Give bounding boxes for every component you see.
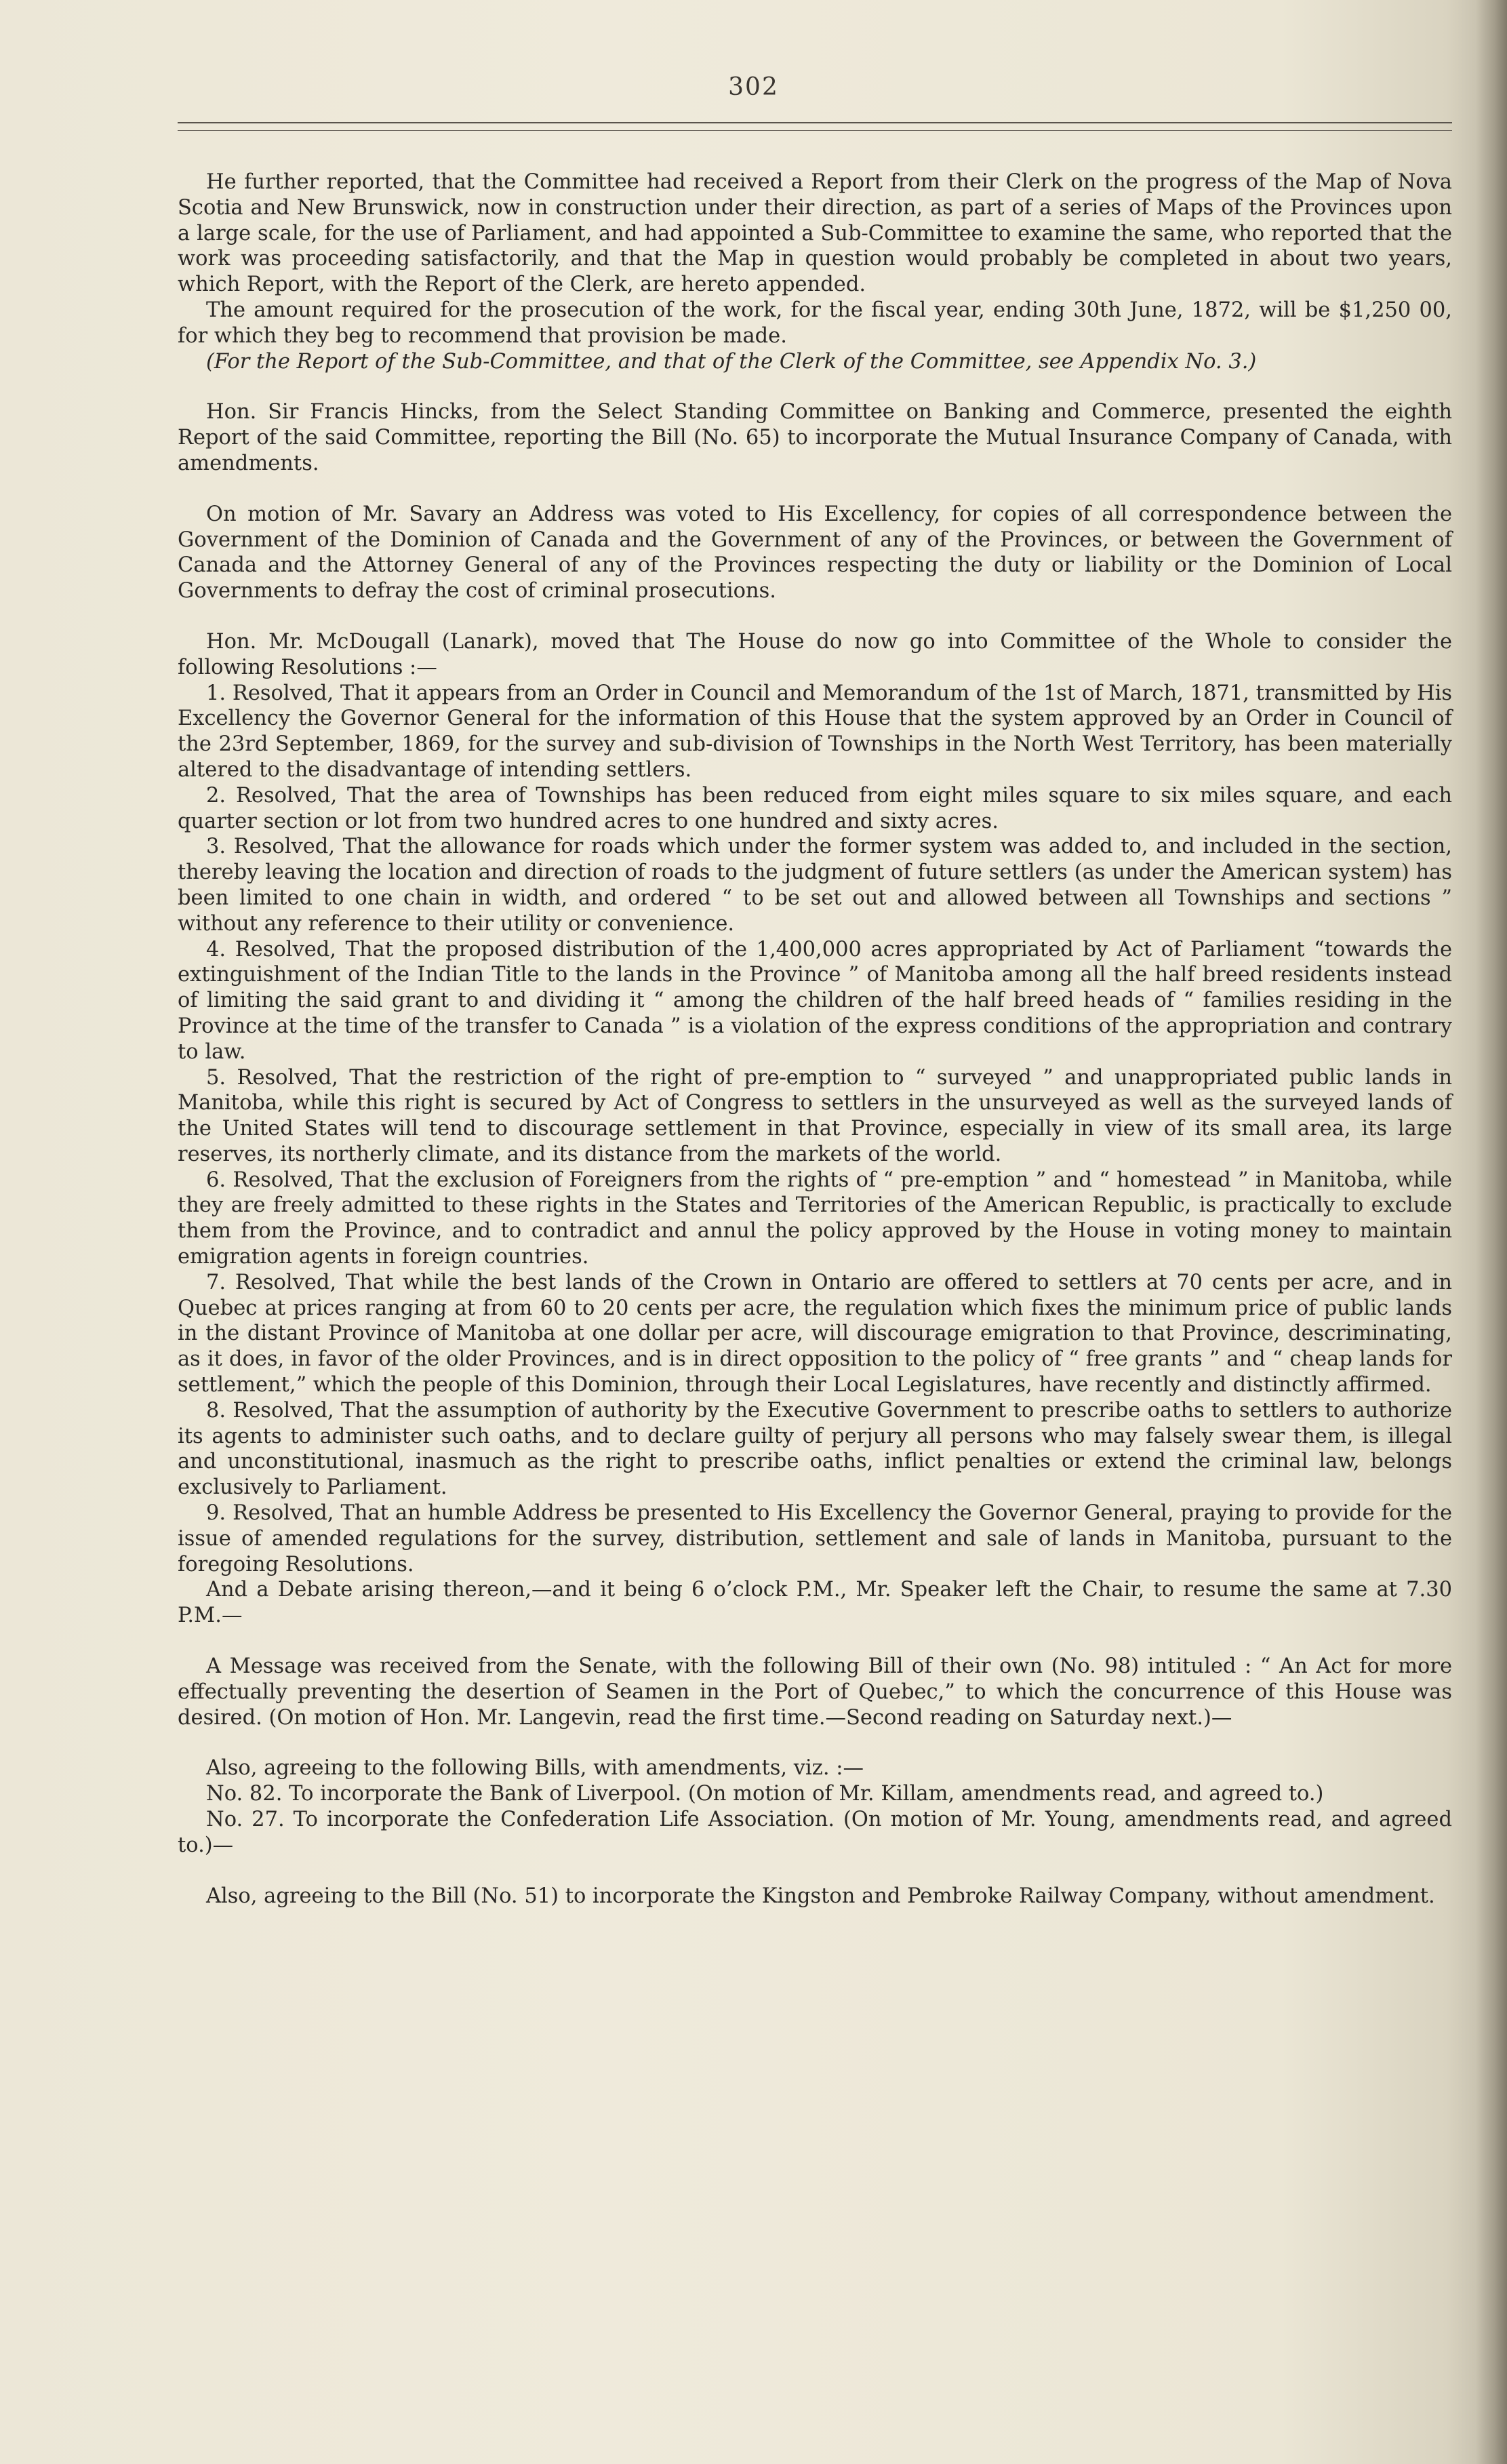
resolution-4: 4. Resolved, That the proposed distribution of the 1,400,000 acres appropriated by Act of Parliament “towards the extinguishment of the Indian Title to the lands in the Province ” of Manitoba among all the half breed residents instead of limiting the said grant to and dividing it “ among the children of the half breed heads of “ families residing in the Province at the time of the transfer to Canada ” is a violation of the express conditions of the appropriation and contrary to law. — [178, 937, 1452, 1064]
resolution-2: 2. Resolved, That the area of Townships has been reduced from eight miles square to six miles square, and each quarter section or lot from two hundred acres to one hundred and sixty acres. — [178, 783, 1452, 833]
paragraph-map-report: He further reported, that the Committee had received a Report from their Clerk on the progress of the Map of Nova Scotia and New Brunswick, now in construction under their direction, as part of a series of Maps of the Provinces upon a large scale, for the use of Parliament, and had appointed a Sub-Committee to examine the same, who reported that the work was proceeding satisfactorily, and that the Map in question would probably be completed in about two years, which Report, with the Report of the Clerk, are hereto appended. — [178, 170, 1452, 297]
resolution-8: 8. Resolved, That the assumption of authority by the Executive Government to prescribe oaths to settlers to authorize its agents to administer such oaths, and to declare guilty of perjury all persons who may falsely swear them, is illegal and unconstitutional, inasmuch as the right to prescribe oaths, inflict penalties or extend the criminal law, belongs exclusively to Parliament. — [178, 1398, 1452, 1500]
resolution-6: 6. Resolved, That the exclusion of Foreigners from the rights of “ pre-emption ” and “ homestead ” in Manitoba, while they are freely admitted to these rights in the States and Territories of the American Republic, is practically to exclude them from the Province, and to contradict and annul the policy approved by the House in voting money to maintain emigration agents in foreign countries. — [178, 1168, 1452, 1269]
paragraph-bills-amended: Also, agreeing to the following Bills, with amendments, viz. :— — [206, 1756, 864, 1781]
resolution-3: 3. Resolved, That the allowance for roads which under the former system was added to, and included in the section, thereby leaving the location and direction of roads to the judgment of future settlers (as under the American system) has been limited to one chain in width, and ordered “ to be set out and allowed between all Townships and sections ” without any reference to their utility or convenience. — [178, 835, 1452, 936]
paragraph-resolutions-intro: Hon. Mr. McDougall (Lanark), moved that The House do now go into Committee of the Whole to consider the following Resolutions :— — [178, 629, 1452, 679]
resolution-1: 1. Resolved, That it appears from an Order in Council and Memorandum of the 1st of March, 1871, transmitted by His Excellency the Governor General for the information of this House that the system approved by an Order in Council of the 23rd September, 1869, for the survey and sub-division of Townships in the North West Territory, has been materially altered to the disadvantage of intending settlers. — [178, 681, 1452, 782]
paragraph-appendix-note: (For the Report of the Sub-Committee, and that of the Clerk of the Committee, see Appendix No. 3.) — [206, 349, 1257, 374]
page-edge-shadow — [1476, 0, 1507, 2464]
resolution-7: 7. Resolved, That while the best lands of the Crown in Ontario are offered to settlers at 70 cents per acre, and in Quebec at prices ranging at from 60 to 20 cents per acre, the regulation which fixes the minimum price of public lands in the distant Province of Manitoba at one dollar per acre, will discourage emigration to that Province, descriminating, as it does, in favor of the older Provinces, and is in direct opposition to the policy of “ free grants ” and “ cheap lands for settlement,” which the people of this Dominion, through their Local Legislatures, have recently and distinctly affirmed. — [178, 1270, 1452, 1397]
paragraph-debate: And a Debate arising thereon,—and it being 6 o’clock P.M., Mr. Speaker left the Chair, to resume the same at 7.30 P.M.— — [178, 1578, 1452, 1628]
journal-text — [178, 170, 1452, 1909]
page-number: 302 — [728, 73, 779, 101]
paragraph-amount-required: The amount required for the prosecution of the work, for the fiscal year, ending 30th June, 1872, will be $1,250 00, for which they beg to recommend that provision be made. — [178, 298, 1452, 348]
paragraph-banking-report: Hon. Sir Francis Hincks, from the Select Standing Committee on Banking and Commerce, presented the eighth Report of the said Committee, reporting the Bill (No. 65) to incorporate the Mutual Insurance Company of Canada, with amendments. — [178, 400, 1452, 475]
bill-no-51: Also, agreeing to the Bill (No. 51) to incorporate the Kingston and Pembroke Railway Company, without amendment. — [206, 1884, 1435, 1908]
bill-no-27: No. 27. To incorporate the Confederation Life Association. (On motion of Mr. Young, amendments read, and agreed to.)— — [178, 1808, 1452, 1857]
header-rule-thin — [178, 130, 1452, 131]
resolution-9: 9. Resolved, That an humble Address be presented to His Excellency the Governor General, praying to provide for the issue of amended regulations for the survey, distribution, settlement and sale of lands in Manitoba, pursuant to the foregoing Resolutions. — [178, 1501, 1452, 1576]
paragraph-address-motion: On motion of Mr. Savary an Address was voted to His Excellency, for copies of all correspondence between the Government of the Dominion of Canada and the Government of any of the Provinces, or between the Government of Canada and the Attorney General of any of the Provinces respecting the duty or liability or the Dominion of Local Governments to defray the cost of criminal prosecutions. — [178, 502, 1452, 603]
bill-no-82: No. 82. To incorporate the Bank of Liverpool. (On motion of Mr. Killam, amendments read, and agreed to.) — [206, 1782, 1324, 1806]
paragraph-senate-message: A Message was received from the Senate, with the following Bill of their own (No. 98) intituled : “ An Act for more effectually preventing the desertion of Seamen in the Port of Quebec,” to which the concurrence of this House was desired. (On motion of Hon. Mr. Langevin, read the first time.—Second reading on Saturday next.)— — [178, 1654, 1452, 1730]
header-rule — [178, 122, 1452, 123]
resolution-5: 5. Resolved, That the restriction of the right of pre-emption to “ surveyed ” and unappropriated public lands in Manitoba, while this right is secured by Act of Congress to settlers in the unsurveyed as well as the surveyed lands of the United States will tend to discourage settlement in that Province, especially in view of its small area, its large reserves, its northerly climate, and its distance from the markets of the world. — [178, 1065, 1452, 1166]
